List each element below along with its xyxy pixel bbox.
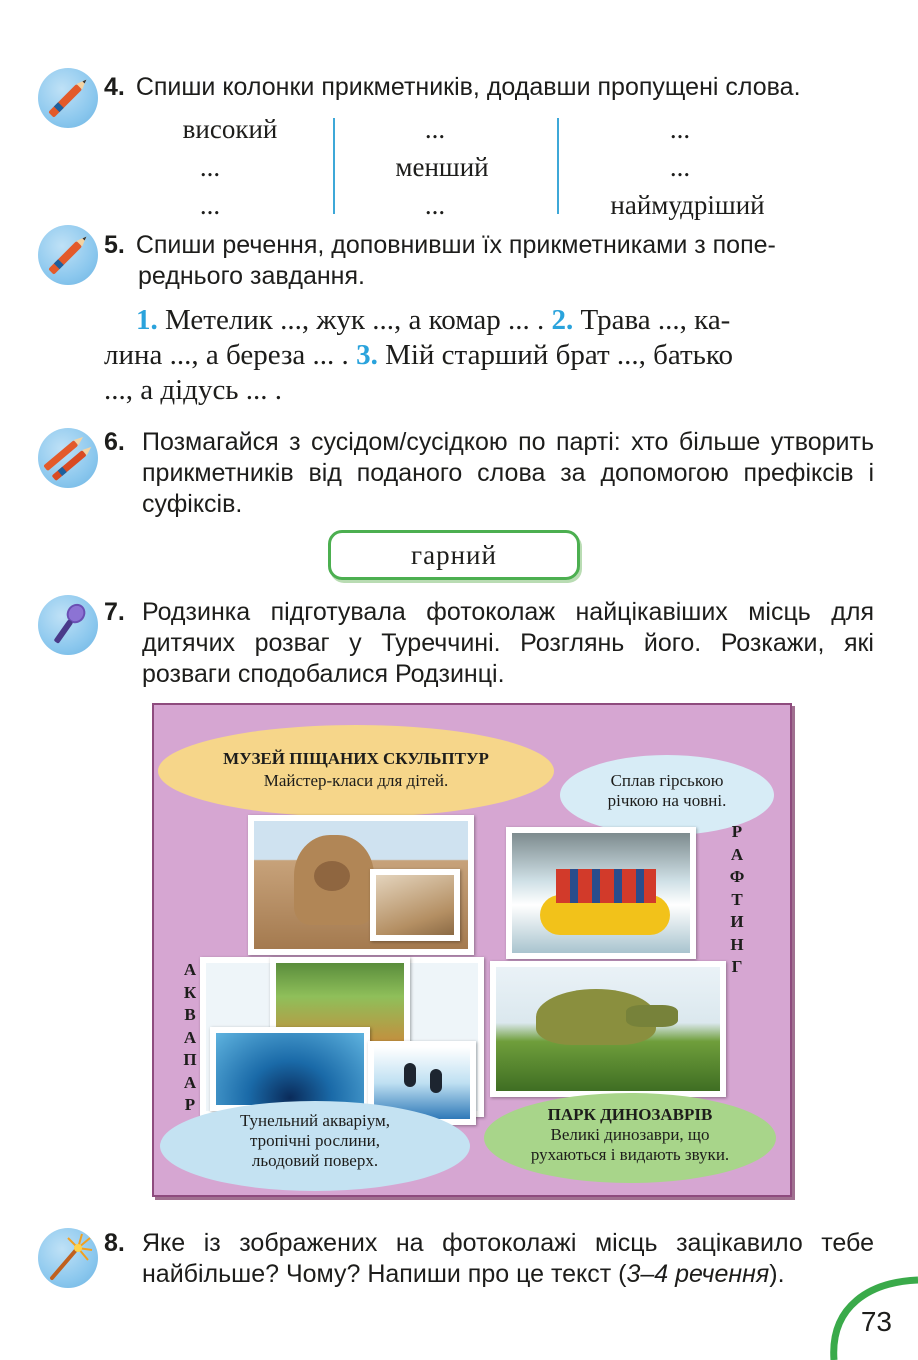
microphone-icon [38,595,98,655]
photo-collage [152,703,792,1197]
pencil-pen-icon [38,68,98,128]
task-7 [104,597,874,690]
sentence-text: Метелик ..., жук ..., а комар ... . [165,304,545,336]
sentence-text: Мій старший брат ..., батько [385,339,734,371]
col1-row2: ... [199,152,221,182]
task-5 [104,230,874,261]
task-number: 4. [104,73,125,101]
dino-text-1: Великі динозаври, що [550,1125,710,1144]
aquapark-text-3: льодовий поверх. [251,1151,379,1170]
task-text [142,1228,874,1290]
task-text: Позмагайся з сусідом/сусідкою по парті: хто більше утворить прикметників від поданого слова за допомогою префіксів і суфіксів. [142,428,874,518]
task-number: 5. [104,231,125,259]
sentence-number: 3. [356,339,378,371]
two-pens-icon [38,428,98,488]
task-number: 7. [104,598,125,626]
column-divider [557,118,559,214]
aquapark-vertical-label: А К В А П А Р [183,960,197,1114]
tunnel-aquarium-photo [210,1027,370,1111]
sentences-line-3: ..., а дідусь ... . [104,374,283,406]
dino-bubble [484,1093,776,1183]
col2-row2: менший [395,152,489,182]
dinosaur-photo [490,961,726,1097]
museum-bubble [158,725,554,817]
task-number: 6. [104,428,125,456]
task-text: Родзинка підготувала фотоколаж найцікавіших місць для дитячих розваг у Туреччині. Розглянь його. Розкажи, які розваги сподобалися Родзинці. [142,598,874,688]
col3-row3: наймудріший [610,190,765,220]
aquapark-text-2: тропічні рослини, [249,1131,381,1150]
task-text: Спиши речення, доповнивши їх прикметниками з попе- [135,231,776,259]
col3-row1: ... [669,114,691,144]
sand-sculpture-inset-photo [370,869,460,941]
col2-row3: ... [424,190,446,220]
word-box: гарний [328,530,580,580]
sentences-line-2 [104,338,874,373]
task-text-italic: 3–4 речення [626,1260,770,1288]
task-text: Спиши колонки прикметників, додавши пропущені слова. [135,73,801,101]
sentence-number: 1. [136,304,158,336]
task-text-cont: реднього завдання. [138,262,365,290]
col2-row1: ... [424,114,446,144]
task-number: 8. [104,1229,125,1257]
col1-row1: високий [182,114,278,144]
col1-row3: ... [199,190,221,220]
sparkler-icon [38,1228,98,1288]
rafting-text-2: річкою на човні. [607,791,727,810]
task-4 [104,72,874,103]
task-text-part: ). [769,1260,785,1288]
task-6 [104,427,874,520]
task-text-part: Яке із зображених на фотоколажі місць зацікавило тебе найбільше? Чому? Напиши про це текст ( [142,1229,874,1288]
col3-row2: ... [669,152,691,182]
sentence-number: 2. [551,304,574,336]
page-number: 73 [860,1306,892,1337]
museum-title: МУЗЕЙ ПІЩАНИХ СКУЛЬПТУР [223,749,489,768]
aquapark-bubble [160,1101,470,1191]
rafting-text-1: Сплав гірською [610,771,724,790]
column-divider [333,118,335,214]
dino-text-2: рухаються і видають звуки. [530,1145,730,1164]
sentence-text: лина ..., а береза ... . [104,339,349,371]
dino-title: ПАРК ДИНОЗАВРІВ [547,1105,713,1124]
museum-subtitle: Майстер-класи для дітей. [263,771,449,790]
sentence-text: Трава ..., ка- [580,304,731,336]
task-8 [104,1228,874,1290]
rafting-photo [506,827,696,959]
sentences-line-1 [104,303,874,338]
rafting-vertical-label: Р А Ф Т И Н Г [729,822,745,976]
pencil-pen-icon [38,225,98,285]
aquapark-text-1: Тунельний акваріум, [239,1111,391,1130]
